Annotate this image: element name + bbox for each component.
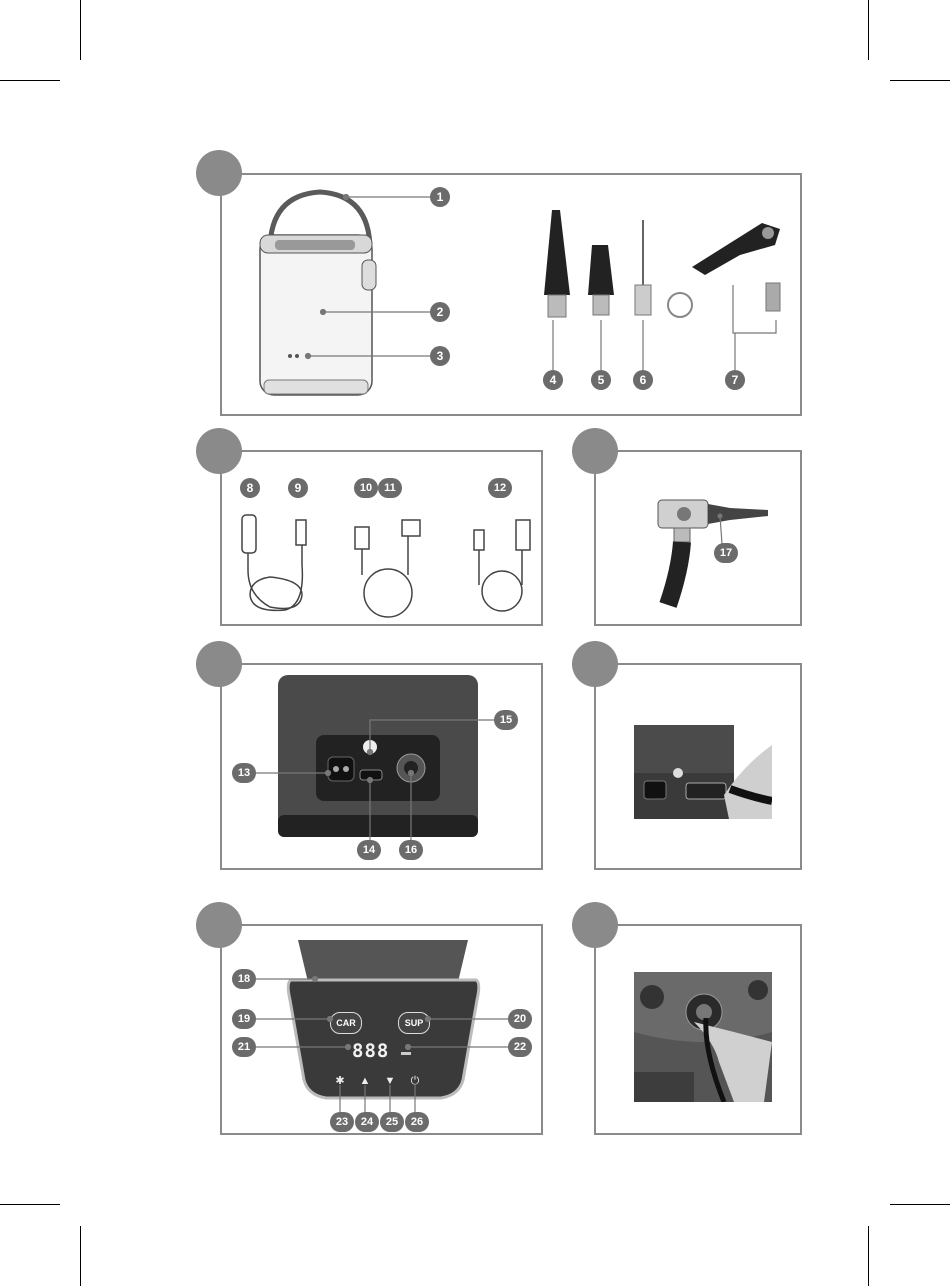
callout-13: 13	[232, 763, 256, 783]
callout-5: 5	[591, 370, 611, 390]
callout-6: 6	[633, 370, 653, 390]
callout-7: 7	[725, 370, 745, 390]
callout-23: 23	[330, 1112, 354, 1132]
callout-26: 26	[405, 1112, 429, 1132]
callout-2: 2	[430, 302, 450, 322]
light-icon: ✱	[335, 1075, 345, 1087]
leader-lines-a	[0, 0, 950, 420]
section-badge-e	[572, 641, 618, 687]
callout-3: 3	[430, 346, 450, 366]
callout-9: 9	[288, 478, 308, 498]
cables-illustration	[230, 495, 540, 623]
power-icon: ⏻	[410, 1075, 420, 1087]
down-arrow-icon: ▼	[384, 1075, 396, 1087]
section-badge-c	[572, 428, 618, 474]
inflate-tire-photo	[634, 972, 772, 1102]
callout-20: 20	[508, 1009, 532, 1029]
callout-16: 16	[399, 840, 423, 860]
crop-mark	[0, 1204, 60, 1205]
car-mode-label: CAR	[336, 1018, 356, 1028]
section-badge-g	[572, 902, 618, 948]
leader-lines-d	[0, 640, 950, 880]
callout-15: 15	[494, 710, 518, 730]
connect-hose-photo	[634, 725, 772, 819]
callout-14: 14	[357, 840, 381, 860]
up-arrow-icon: ▲	[359, 1075, 371, 1087]
callout-21: 21	[232, 1037, 256, 1057]
callout-18: 18	[232, 969, 256, 989]
crop-mark	[890, 1204, 950, 1205]
callout-17: 17	[714, 543, 738, 563]
crop-mark	[80, 1226, 81, 1286]
callout-19: 19	[232, 1009, 256, 1029]
nozzle-adapters	[530, 205, 790, 325]
crop-mark	[868, 1226, 869, 1286]
pressure-display: 888	[352, 1040, 390, 1062]
section-badge-b	[196, 428, 242, 474]
callout-1: 1	[430, 187, 450, 207]
sup-mode-label: SUP	[404, 1018, 424, 1028]
callout-12: 12	[488, 478, 512, 498]
callout-10: 10	[354, 478, 378, 498]
callout-25: 25	[380, 1112, 404, 1132]
callout-4: 4	[543, 370, 563, 390]
callout-24: 24	[355, 1112, 379, 1132]
callout-22: 22	[508, 1037, 532, 1057]
callout-8: 8	[240, 478, 260, 498]
leader-lines-f	[0, 900, 950, 1140]
callout-11: 11	[378, 478, 402, 498]
